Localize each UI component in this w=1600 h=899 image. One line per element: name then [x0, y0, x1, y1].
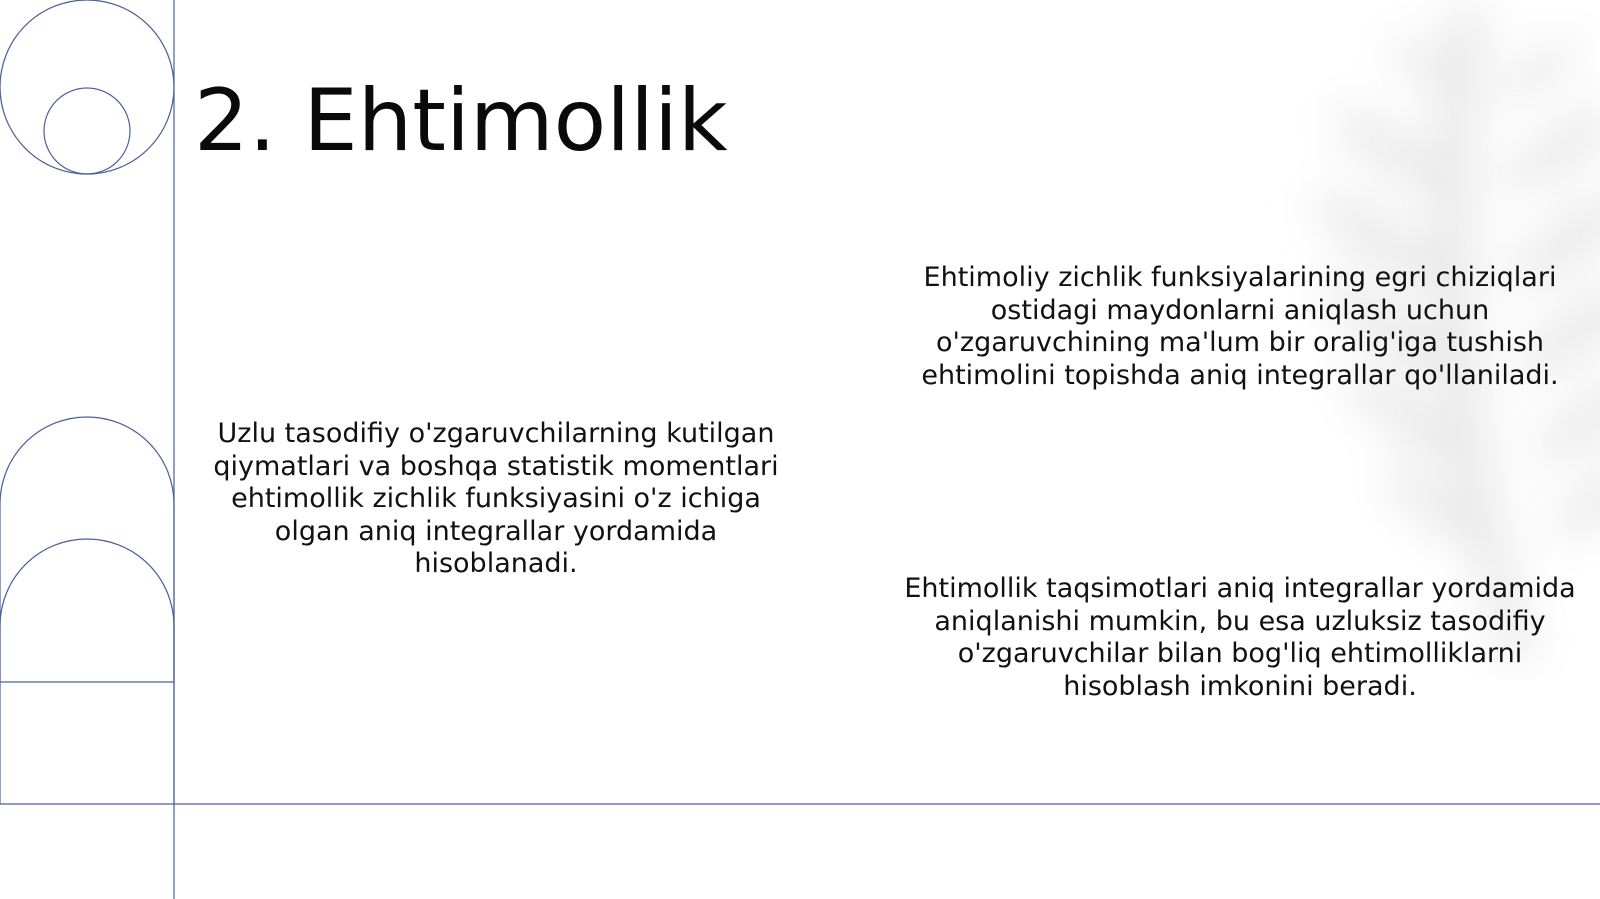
slide-title: 2. Ehtimollik [194, 70, 728, 171]
inner-arch [0, 539, 174, 682]
small-circle [44, 88, 130, 174]
text-block-expected-values: Uzlu tasodifiy o'zgaruvchilarning kutilgan qiymatlari va boshqa statistik momentlari ehtimollik zichlik funksiyasini o'z ichiga olgan aniq integrallar yordamida hisoblanadi. [213, 418, 779, 579]
outer-arch [0, 417, 174, 804]
text-block-distributions: Ehtimollik taqsimotlari aniq integrallar yordamida aniqlanishi mumkin, bu esa uzluksiz tasodifiy o'zgaruvchilar bilan bog'liq ehtimolliklarni hisoblash imkonini beradi. [904, 573, 1576, 702]
large-circle [0, 0, 174, 174]
text-block-density-areas: Ehtimoliy zichlik funksiyalarining egri chiziqlari ostidagi maydonlarni aniqlash uchun o'zgaruvchining ma'lum bir oralig'iga tushish ehtimolini topishda aniq integrallar qo'llaniladi. [921, 262, 1559, 391]
